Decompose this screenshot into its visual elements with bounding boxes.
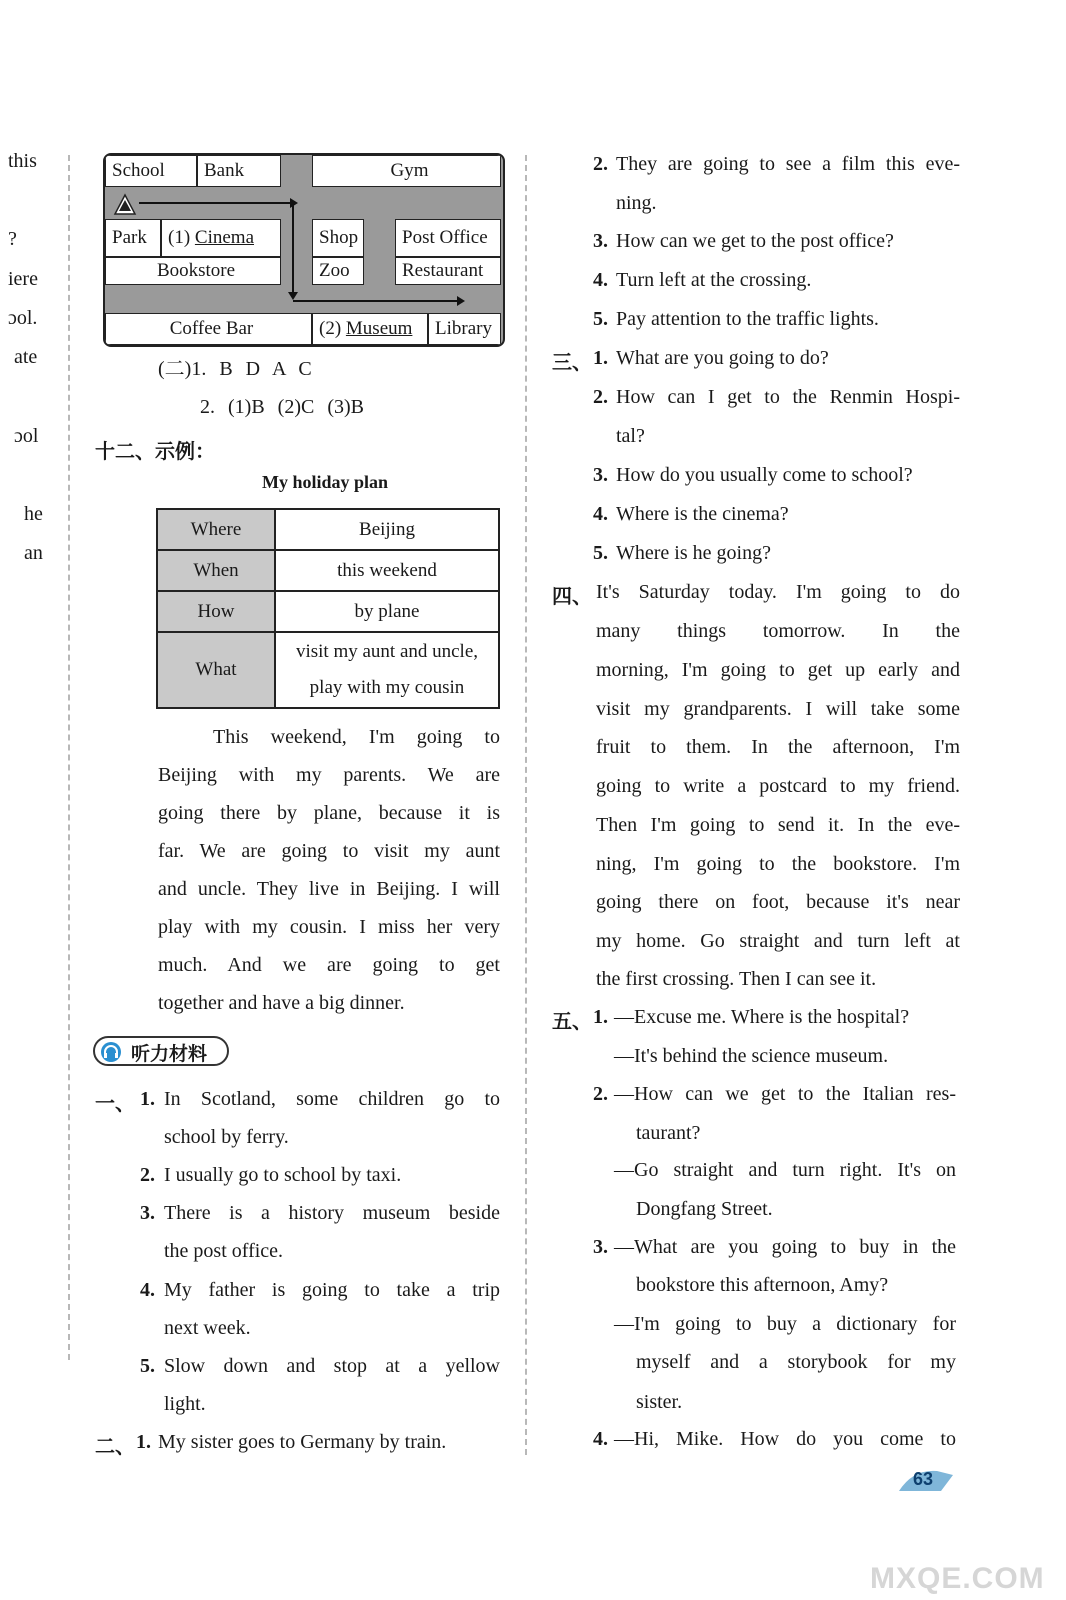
item-number: 3.	[593, 230, 608, 252]
map-library: Library	[428, 313, 501, 345]
row-label: When	[157, 550, 275, 591]
section12-heading: 十二、示例：	[95, 439, 215, 463]
passage-line: going to write a postcard to my friend.	[596, 775, 960, 797]
item-number: 4.	[593, 269, 608, 291]
map-school: School	[105, 155, 197, 187]
margin-fragment: an	[24, 542, 43, 564]
section-marker: 二、	[95, 1434, 135, 1458]
item-text: What are you going to do?	[616, 347, 829, 369]
map-restaurant: Restaurant	[395, 257, 501, 285]
map-shop: Shop	[312, 219, 364, 257]
cinema-label: Cinema	[194, 227, 255, 248]
passage-line: going there on foot, because it's near	[596, 891, 960, 913]
dialog-line: Dongfang Street.	[636, 1198, 773, 1220]
dialog-line: bookstore this afternoon, Amy?	[636, 1274, 889, 1296]
essay-line: far. We are going to visit my aunt	[158, 840, 500, 862]
table-row	[157, 550, 499, 591]
item-number: 2.	[593, 153, 608, 175]
listening-badge	[93, 1036, 229, 1066]
item-text: Turn left at the crossing.	[616, 269, 812, 291]
museum-number: (2)	[319, 318, 342, 339]
map-gym: Gym	[312, 155, 501, 187]
route-arrows	[105, 155, 503, 345]
plan-title: My holiday plan	[262, 472, 389, 492]
map-bank: Bank	[197, 155, 281, 187]
passage-line: visit my grandparents. I will take some	[596, 698, 960, 720]
item-number: 5.	[593, 542, 608, 564]
item-number: 4.	[593, 503, 608, 525]
item-text: Where is he going?	[616, 542, 771, 564]
item-text: In Scotland, some children go to	[164, 1088, 500, 1110]
item-text: How can I get to the Renmin Hospi-	[616, 386, 960, 408]
item-text: My father is going to take a trip	[164, 1279, 500, 1301]
item-text: the post office.	[164, 1240, 284, 1262]
row-value-line: play with my cousin	[309, 677, 465, 698]
margin-fragment: he	[24, 503, 43, 525]
section-marker: 三、	[552, 350, 592, 374]
street-map	[103, 153, 505, 347]
row-label: How	[157, 591, 275, 632]
row-value-line: visit my aunt and uncle,	[295, 641, 479, 662]
dialog-line: taurant?	[636, 1122, 701, 1144]
row-label: Where	[157, 509, 275, 550]
map-post-office: Post Office	[395, 219, 501, 257]
essay-line: This weekend, I'm going to	[213, 726, 500, 748]
item-number: 5.	[593, 308, 608, 330]
row-value: this weekend	[275, 550, 499, 591]
dialog-line: —Go straight and turn right. It's on	[614, 1159, 956, 1181]
dialog-line: —What are you going to buy in the	[614, 1236, 956, 1258]
item-number: 3.	[140, 1202, 155, 1224]
item-number: 1.	[140, 1088, 155, 1110]
item-number: 4.	[593, 1428, 608, 1450]
item-number: 2.	[593, 1083, 608, 1105]
item-text: Slow down and stop at a yellow	[164, 1355, 500, 1377]
answer-section2-q2: 2. (1)B (2)C (3)B	[200, 396, 364, 418]
dialog-line: myself and a storybook for my	[636, 1351, 956, 1373]
margin-fragment: this	[8, 150, 37, 172]
essay-line: together and have a big dinner.	[158, 992, 405, 1014]
item-text: My sister goes to Germany by train.	[158, 1431, 447, 1453]
essay-line: Beijing with my parents. We are	[158, 764, 500, 786]
margin-fragment: ate	[14, 346, 38, 368]
section-marker: 一、	[95, 1091, 135, 1115]
item-number: 3.	[593, 1236, 608, 1258]
arrow-head-icon	[457, 296, 465, 306]
item-number: 1.	[136, 1431, 151, 1453]
museum-label: Museum	[345, 318, 413, 339]
table-row	[157, 591, 499, 632]
margin-fragment: ?	[8, 228, 17, 250]
item-number: 3.	[593, 464, 608, 486]
item-text: I usually go to school by taxi.	[164, 1164, 402, 1186]
listening-badge-label: 听力材料	[131, 1043, 208, 1065]
item-text: light.	[164, 1393, 206, 1415]
watermark: MXQE.COM	[870, 1562, 1045, 1595]
passage-line: the first crossing. Then I can see it.	[596, 968, 877, 990]
dialog-line: —I'm going to buy a dictionary for	[614, 1313, 956, 1335]
headphones-icon	[99, 1041, 123, 1063]
item-number: 2.	[140, 1164, 155, 1186]
margin-fragment: ɔol	[14, 425, 39, 447]
passage-line: ning, I'm going to the bookstore. I'm	[596, 853, 960, 875]
dialog-line: —It's behind the science museum.	[614, 1045, 889, 1067]
table-row	[157, 509, 499, 550]
item-text: tal?	[616, 425, 645, 447]
essay-line: much. And we are going to get	[158, 954, 500, 976]
map-zoo: Zoo	[312, 257, 364, 285]
column-divider	[525, 155, 527, 1455]
column-divider	[68, 155, 70, 1360]
item-number: 4.	[140, 1279, 155, 1301]
row-value	[275, 632, 499, 708]
holiday-plan-table	[156, 508, 500, 709]
map-coffee-bar: Coffee Bar	[105, 313, 312, 345]
item-text: Pay attention to the traffic lights.	[616, 308, 879, 330]
essay-line: and uncle. They live in Beijing. I will	[158, 878, 500, 900]
arrow-head-icon	[288, 292, 298, 300]
table-row	[157, 632, 499, 708]
item-text: school by ferry.	[164, 1126, 289, 1148]
passage-line: fruit to them. In the afternoon, I'm	[596, 736, 960, 758]
item-text: They are going to see a film this eve-	[616, 153, 960, 175]
margin-fragment: iere	[8, 268, 38, 290]
item-text: How do you usually come to school?	[616, 464, 913, 486]
dialog-line: —How can we get to the Italian res-	[614, 1083, 956, 1105]
page-number-badge	[893, 1465, 957, 1495]
map-park: Park	[105, 219, 161, 257]
item-number: 1.	[593, 347, 608, 369]
row-label: What	[157, 632, 275, 708]
cinema-number: (1)	[168, 227, 191, 248]
item-text: There is a history museum beside	[164, 1202, 500, 1224]
essay-line: going there by plane, because it is	[158, 802, 500, 824]
passage-line: my home. Go straight and turn left at	[596, 930, 960, 952]
item-number: 2.	[593, 386, 608, 408]
passage-line: It's Saturday today. I'm going to do	[596, 581, 960, 603]
row-value: Beijing	[275, 509, 499, 550]
map-bookstore: Bookstore	[105, 257, 281, 285]
answer-section2-q1: (二)1. B D A C	[158, 358, 312, 380]
passage-line: Then I'm going to send it. In the eve-	[596, 814, 960, 836]
item-text: next week.	[164, 1317, 251, 1339]
dialog-line: —Excuse me. Where is the hospital?	[614, 1006, 910, 1028]
item-text: Where is the cinema?	[616, 503, 789, 525]
passage-line: many things tomorrow. In the	[596, 620, 960, 642]
item-text: How can we get to the post office?	[616, 230, 894, 252]
section-marker: 五、	[552, 1009, 592, 1033]
section-marker: 四、	[552, 584, 592, 608]
page-number: 63	[913, 1469, 934, 1489]
essay-line: play with my cousin. I miss her very	[158, 916, 500, 938]
dialog-line: —Hi, Mike. How do you come to	[614, 1428, 956, 1450]
row-value: by plane	[275, 591, 499, 632]
passage-line: morning, I'm going to get up early and	[596, 659, 960, 681]
dialog-line: sister.	[636, 1391, 683, 1413]
item-number: 5.	[140, 1355, 155, 1377]
margin-fragment: ɔol.	[8, 307, 38, 329]
item-text: ning.	[616, 192, 657, 214]
item-number: 1.	[593, 1006, 608, 1028]
